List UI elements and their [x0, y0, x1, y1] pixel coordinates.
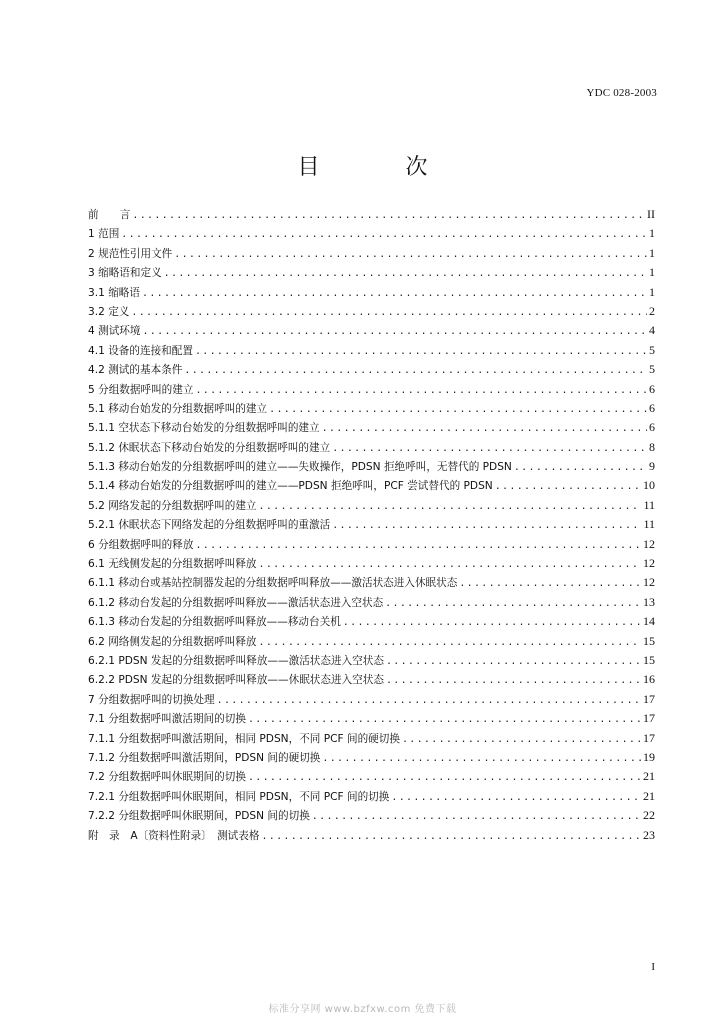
toc-entry[interactable]: [88, 343, 655, 362]
toc-entry[interactable]: [88, 731, 655, 750]
toc-entry-page: 1: [649, 245, 655, 260]
toc-entry[interactable]: [88, 440, 655, 459]
toc-leader-dots: [386, 656, 641, 667]
document-code: YDC 028-2003: [586, 87, 657, 99]
toc-entry-page: 15: [643, 633, 655, 648]
toc-entry-page: 1: [649, 226, 655, 241]
toc-leader-dots: [217, 695, 641, 706]
toc-entry-page: 4: [649, 323, 655, 338]
toc-leader-dots: [322, 753, 641, 764]
toc-entry-title: 5.1 移动台始发的分组数据呼叫的建立: [88, 402, 268, 415]
toc-entry-page: 21: [643, 788, 655, 803]
toc-entry-page: 11: [643, 517, 655, 532]
toc-entry-page: 19: [643, 749, 655, 764]
toc-entry-title: 7.1.2 分组数据呼叫激活期间，PDSN 间的硬切换: [88, 751, 321, 764]
toc-leader-dots: [402, 734, 641, 745]
toc-entry[interactable]: [88, 537, 655, 556]
toc-entry-page: 12: [643, 536, 655, 551]
toc-leader-dots: [174, 249, 647, 260]
toc-entry-title: 3 缩略语和定义: [88, 267, 162, 280]
toc-leader-dots: [142, 288, 647, 299]
toc-entry[interactable]: [88, 634, 655, 653]
toc-entry[interactable]: [88, 323, 655, 342]
toc-entry[interactable]: [88, 789, 655, 808]
toc-entry[interactable]: [88, 265, 655, 284]
toc-entry-page: II: [647, 207, 655, 221]
toc-leader-dots: [248, 714, 641, 725]
toc-entry-title: 7.1 分组数据呼叫激活期间的切换: [88, 713, 246, 726]
toc-leader-dots: [132, 210, 645, 221]
toc-entry-title: 6.1 无线侧发起的分组数据呼叫释放: [88, 558, 257, 571]
toc-leader-dots: [269, 404, 647, 415]
toc-leader-dots: [322, 423, 647, 434]
toc-entry-title: 3.2 定义: [88, 305, 130, 318]
toc-entry-title: 7.1.1 分组数据呼叫激活期间，相同 PDSN，不同 PCF 间的硬切换: [88, 732, 400, 745]
toc-entry[interactable]: [88, 556, 655, 575]
toc-entry[interactable]: [88, 420, 655, 439]
toc-entry[interactable]: [88, 382, 655, 401]
toc-entry-title: 2 规范性引用文件: [88, 247, 173, 260]
page-number: I: [651, 961, 655, 973]
toc-entry-title: 6 分组数据呼叫的释放: [88, 538, 194, 551]
toc-entry-page: 14: [643, 614, 655, 629]
toc-entry-page: 10: [643, 478, 655, 493]
toc-entry-page: 21: [643, 769, 655, 784]
toc-entry-title: 6.1.2 移动台发起的分组数据呼叫释放——激活状态进入空状态: [88, 596, 384, 609]
toc-entry-page: 6: [649, 420, 655, 435]
toc-entry-page: 9: [649, 459, 655, 474]
toc-entry[interactable]: [88, 304, 655, 323]
toc-leader-dots: [514, 462, 647, 473]
toc-leader-dots: [195, 385, 647, 396]
toc-leader-dots: [184, 365, 647, 376]
toc-leader-dots: [195, 346, 647, 357]
toc-entry[interactable]: [88, 692, 655, 711]
toc-entry-title: 1 范围: [88, 228, 120, 241]
toc-entry-title: 6.1.1 移动台或基站控制器发起的分组数据呼叫释放——激活状态进入休眠状态: [88, 577, 458, 590]
toc-entry-title: 6.2 网络侧发起的分组数据呼叫释放: [88, 635, 257, 648]
toc-entry-title: 7.2 分组数据呼叫休眠期间的切换: [88, 771, 246, 784]
toc-entry[interactable]: [88, 711, 655, 730]
toc-leader-dots: [195, 540, 641, 551]
toc-entry-title: 7.2.2 分组数据呼叫休眠期间，PDSN 间的切换: [88, 810, 310, 823]
toc-leader-dots: [386, 675, 641, 686]
toc-entry-page: 22: [643, 808, 655, 823]
toc-entry-title: 5.2.1 休眠状态下网络发起的分组数据呼叫的重激活: [88, 519, 331, 532]
toc-entry-page: 23: [643, 827, 655, 842]
toc-entry-page: 1: [649, 265, 655, 280]
toc-entry-title: 4.1 设备的连接和配置: [88, 344, 193, 357]
toc-entry-title: 5.2 网络发起的分组数据呼叫的建立: [88, 499, 257, 512]
toc-entry-page: 12: [643, 575, 655, 590]
toc-leader-dots: [121, 229, 647, 240]
toc-entry[interactable]: [88, 285, 655, 304]
toc-entry-page: 16: [643, 672, 655, 687]
toc-entry-title: 6.2.1 PDSN 发起的分组数据呼叫释放——激活状态进入空状态: [88, 654, 384, 667]
toc-entry-title: 4.2 测试的基本条件: [88, 364, 183, 377]
toc-leader-dots: [259, 559, 641, 570]
toc-entry-title: 5.1.3 移动台始发的分组数据呼叫的建立——失败操作，PDSN 拒绝呼叫，无替代的 PDSN: [88, 461, 512, 474]
toc-entry-title: 5.1.2 休眠状态下移动台始发的分组数据呼叫的建立: [88, 441, 331, 454]
toc-leader-dots: [332, 443, 647, 454]
toc-entry[interactable]: [88, 828, 655, 847]
toc-leader-dots: [343, 617, 641, 628]
toc-entry[interactable]: [88, 498, 655, 517]
toc-entry[interactable]: [88, 401, 655, 420]
toc-entry-page: 2: [649, 303, 655, 318]
toc-entry-title: 3.1 缩略语: [88, 286, 140, 299]
toc-entry-title: 前 言: [88, 209, 131, 221]
toc-entry-page: 13: [643, 594, 655, 609]
toc-entry[interactable]: [88, 769, 655, 788]
toc-entry-page: 15: [643, 652, 655, 667]
toc-entry[interactable]: [88, 575, 655, 594]
toc-leader-dots: [385, 598, 641, 609]
toc-leader-dots: [495, 481, 641, 492]
toc-entry-page: 8: [649, 439, 655, 454]
toc-entry-title: 4 测试环境: [88, 325, 141, 338]
toc-leader-dots: [131, 307, 647, 318]
toc-entry[interactable]: [88, 517, 655, 536]
toc-entry-title: 6.2.2 PDSN 发起的分组数据呼叫释放——休眠状态进入空状态: [88, 674, 384, 687]
toc-leader-dots: [164, 268, 647, 279]
toc-leader-dots: [259, 637, 641, 648]
toc-entry[interactable]: [88, 653, 655, 672]
toc-entry[interactable]: [88, 595, 655, 614]
toc-leader-dots: [391, 792, 641, 803]
toc-entry[interactable]: [88, 614, 655, 633]
toc-entry[interactable]: [88, 226, 655, 245]
toc-entry-title: 5 分组数据呼叫的建立: [88, 383, 194, 396]
toc-entry[interactable]: [88, 362, 655, 381]
toc-leader-dots: [459, 578, 641, 589]
toc-entry-title: 5.1.1 空状态下移动台始发的分组数据呼叫的建立: [88, 422, 320, 435]
toc-entry-page: 6: [649, 381, 655, 396]
toc-leader-dots: [248, 772, 641, 783]
toc-entry[interactable]: [88, 672, 655, 691]
toc-entry[interactable]: [88, 750, 655, 769]
toc-entry-page: 1: [649, 284, 655, 299]
toc-entry-page: 11: [643, 497, 655, 512]
toc-leader-dots: [261, 831, 641, 842]
toc-entry-title: 7 分组数据呼叫的切换处理: [88, 693, 215, 706]
toc-entry-page: 17: [643, 691, 655, 706]
toc-leader-dots: [259, 501, 642, 512]
toc-leader-dots: [142, 326, 647, 337]
toc-leader-dots: [312, 811, 641, 822]
toc-entry[interactable]: [88, 246, 655, 265]
toc-entry[interactable]: [88, 478, 655, 497]
toc-entry-page: 6: [649, 400, 655, 415]
toc-entry-page: 17: [643, 730, 655, 745]
watermark: 标准分享网 www.bzfxw.com 免费下载: [268, 1004, 457, 1015]
toc-entry-page: 5: [649, 342, 655, 357]
toc-entry-title: 6.1.3 移动台发起的分组数据呼叫释放——移动台关机: [88, 616, 341, 629]
toc-entry-page: 12: [643, 556, 655, 571]
toc-entry[interactable]: [88, 808, 655, 827]
toc-entry-title: 7.2.1 分组数据呼叫休眠期间，相同 PDSN，不同 PCF 间的切换: [88, 790, 390, 803]
toc-entry-title: 附 录 A〔资料性附录〕 测试表格: [88, 829, 260, 842]
page-title: 目 次: [297, 155, 460, 180]
table-of-contents: [88, 207, 655, 847]
toc-entry[interactable]: [88, 207, 655, 226]
toc-leader-dots: [332, 520, 641, 531]
toc-entry-page: 17: [643, 711, 655, 726]
toc-entry-title: 5.1.4 移动台始发的分组数据呼叫的建立——PDSN 拒绝呼叫，PCF 尝试替代的 PDSN: [88, 480, 493, 493]
toc-entry[interactable]: [88, 459, 655, 478]
toc-entry-page: 5: [649, 362, 655, 377]
